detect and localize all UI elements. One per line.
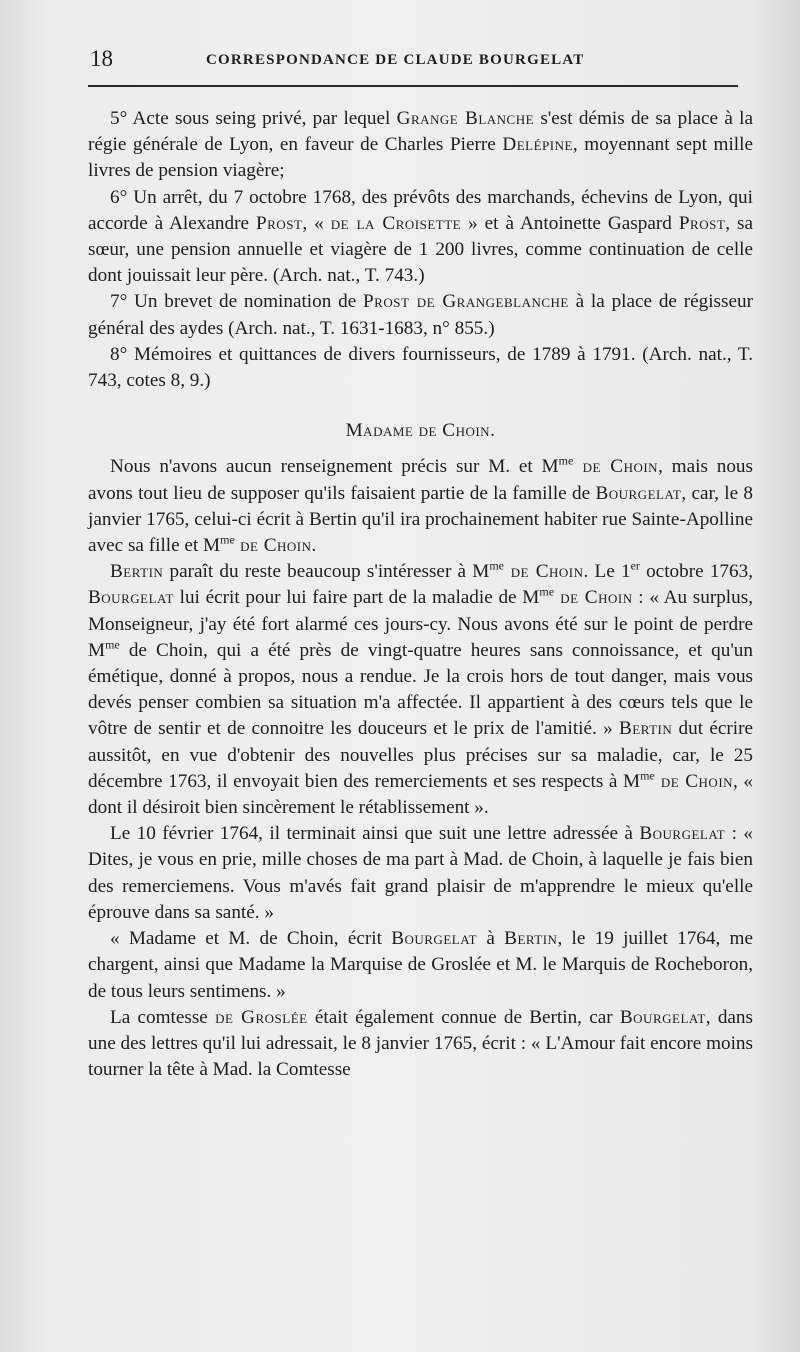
paragraph-item-6: 6° Un arrêt, du 7 octobre 1768, des prévôts des marchands, échevins de Lyon, qui accorde à Alexandre Prost, « de la Croisette » et à Antoinette Gaspard Prost, sa sœur, une pension annuelle et viagère de 1 200 livres, comme continuation de celle dont jouissait leur père. (Arch. nat., T. 743.) — [88, 186, 754, 287]
paragraph: « Madame et M. de Choin, écrit Bourgelat à Bertin, le 19 juillet 1764, me chargent, ainsi que Madame la Marquise de Groslée et M. le Marquis de Rocheboron, de tous leurs sentimens. » — [88, 928, 753, 1002]
paragraph: Bertin paraît du reste beaucoup s'intéresser à $M^{me}$ de Choin. Le 1er octobre 1763, Bourgelat lui écrit pour lui faire part de la maladie de $M^{me}$ de Choin : « Au surplus, Monseigneur, j'ay été fort alarmé ces jours-cy. Nous avons été sur le point de perdre $M^{me}$ de Choin, qui a été près de vingt-quatre heures sans connoissance, et qu'un émétique, donné à propos, nous a rendue. Je la crois hors de tout danger, mais vous devés penser combien sa situation m'a affectée. Il appartient à des cœurs tels que le vôtre de sentir et de connoitre les douceurs et le prix de l'amitié. » Bertin dut écrire aussitôt, en vue d'obtenir des nouvelles plus précises sur sa maladie, car, le 25 décembre 1763, il envoyait bien des remerciements et ses respects à $M^{me}$ de Choin, « dont il désiroit bien sincèrement le rétablissement ». — [88, 558, 754, 819]
body-text — [88, 106, 753, 1083]
paragraph-item-5: 5° Acte sous seing privé, par lequel Grange Blanche s'est démis de sa place à la régie générale de Lyon, en faveur de Charles Pierre Delépine, moyennant sept mille livres de pension viagère; — [88, 108, 753, 182]
paragraph: Le 10 février 1764, il terminait ainsi que suit une lettre adressée à Bourgelat : « Dites, je vous en prie, mille choses de ma part à Mad. de Choin, à laquelle je fais bien des remerciemens. Vous m'avés fait grand plaisir de m'apprendre le mieux qu'elle éprouve dans sa santé. » — [88, 823, 753, 923]
paragraph-item-7: 7° Un brevet de nomination de Prost de Grangeblanche à la place de régisseur général des aydes (Arch. nat., T. 1631-1683, n° 855.) — [88, 291, 753, 339]
paragraph: La comtesse de Groslée était également connue de Bertin, car Bourgelat, dans une des lettres qu'il lui adressait, le 8 janvier 1765, écrit : « L'Amour fait encore moins tourner la tête à Mad. la Comtesse — [88, 1006, 753, 1081]
paragraph-item-8: 8° Mémoires et quittances de divers fournisseurs, de 1789 à 1791. (Arch. nat., T. 743, cotes 8, 9.) — [88, 343, 753, 392]
page-number: 18 — [90, 46, 113, 71]
page-header — [88, 44, 738, 74]
paragraph: Nous n'avons aucun renseignement précis sur M. et $M^{me}$ de Choin, mais nous avons tout lieu de supposer qu'ils faisaient partie de la famille de Bourgelat, car, le 8 janvier 1765, celui-ci écrit à Bertin qu'il ira prochainement habiter rue Sainte-Apolline avec sa fille et $M^{me}$ de Choin. — [88, 454, 753, 557]
section-title: Madame de Choin. — [345, 420, 496, 442]
running-title: CORRESPONDANCE DE CLAUDE BOURGELAT — [206, 52, 585, 68]
header-rule — [88, 85, 738, 87]
